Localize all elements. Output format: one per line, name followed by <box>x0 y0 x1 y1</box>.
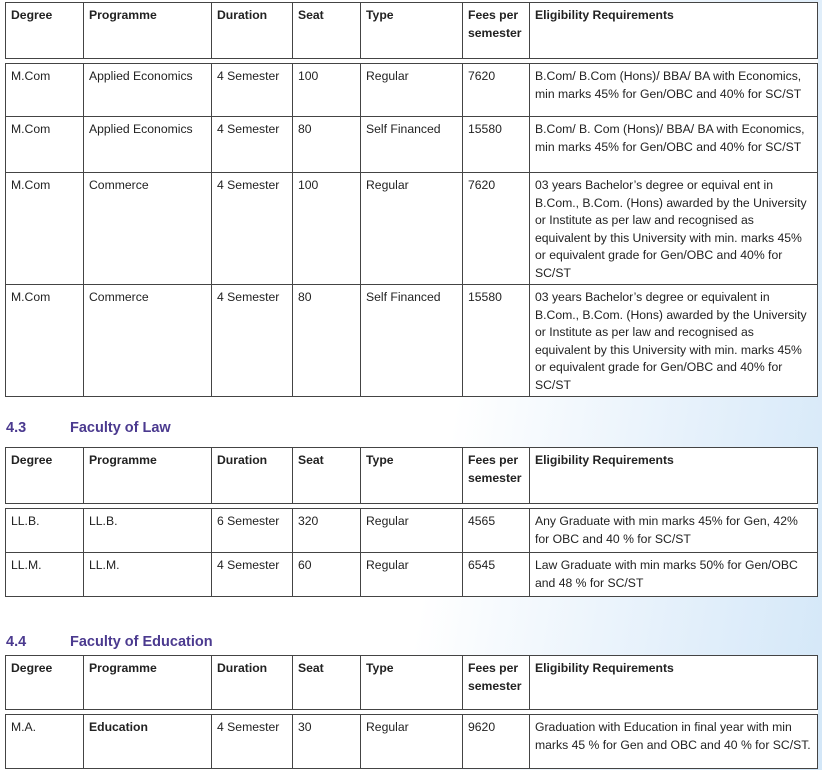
header-seat: Seat <box>293 656 361 710</box>
header-fees: Fees per semester <box>463 656 530 710</box>
cell-fees: 4565 <box>463 509 530 553</box>
cell-eligibility: B.Com/ B.Com (Hons)/ BBA/ BA with Economics, min marks 45% for Gen/OBC and 40% for SC/ST <box>530 64 818 117</box>
header-duration: Duration <box>212 656 293 710</box>
table-row <box>6 553 818 597</box>
header-type: Type <box>361 656 463 710</box>
cell-degree: M.A. <box>6 715 84 769</box>
cell-seat: 100 <box>293 173 361 285</box>
cell-programme: Education <box>84 715 212 769</box>
cell-eligibility: 03 years Bachelor’s degree or equivalent in B.Com., B.Com. (Hons) awarded by the University or Institute as per law and recognised as equivalent by this University with min. marks 45% or equivalent grade for Gen/OBC and 40% for SC/ST <box>530 285 818 397</box>
cell-eligibility: 03 years Bachelor’s degree or equival ent in B.Com., B.Com. (Hons) awarded by the University or Institute as per law and recognised as equivalent by this University with min. marks 45% or equivalent grade for Gen/OBC and 40% for SC/ST <box>530 173 818 285</box>
cell-type: Self Financed <box>361 285 463 397</box>
cell-degree: LL.B. <box>6 509 84 553</box>
cell-duration: 4 Semester <box>212 64 293 117</box>
cell-eligibility: B.Com/ B. Com (Hons)/ BBA/ BA with Economics, min marks 45% for Gen/OBC and 40% for SC/ST <box>530 117 818 173</box>
table-row <box>6 173 818 285</box>
table-row <box>6 715 818 769</box>
cell-seat: 30 <box>293 715 361 769</box>
cell-fees: 7620 <box>463 64 530 117</box>
cell-degree: M.Com <box>6 173 84 285</box>
cell-fees: 9620 <box>463 715 530 769</box>
cell-seat: 80 <box>293 117 361 173</box>
cell-programme: Commerce <box>84 285 212 397</box>
section-title: Faculty of Education <box>70 634 213 650</box>
section-title: Faculty of Law <box>70 420 171 436</box>
cell-degree: M.Com <box>6 285 84 397</box>
header-programme: Programme <box>84 448 212 504</box>
cell-duration: 4 Semester <box>212 173 293 285</box>
table-header-row <box>6 3 818 59</box>
cell-eligibility: Graduation with Education in final year with min marks 45 % for Gen and OBC and 40 % for SC/ST. <box>530 715 818 769</box>
header-programme: Programme <box>84 656 212 710</box>
header-fees: Fees per semester <box>463 448 530 504</box>
cell-type: Regular <box>361 173 463 285</box>
header-fees: Fees per semester <box>463 3 530 59</box>
cell-duration: 4 Semester <box>212 285 293 397</box>
header-degree: Degree <box>6 3 84 59</box>
table-row <box>6 509 818 553</box>
cell-seat: 100 <box>293 64 361 117</box>
table-header-row <box>6 448 818 504</box>
header-programme: Programme <box>84 3 212 59</box>
header-seat: Seat <box>293 448 361 504</box>
header-duration: Duration <box>212 3 293 59</box>
cell-degree: M.Com <box>6 117 84 173</box>
table-row <box>6 117 818 173</box>
commerce-table <box>5 2 818 397</box>
cell-programme: LL.B. <box>84 509 212 553</box>
cell-programme: Applied Economics <box>84 117 212 173</box>
cell-duration: 4 Semester <box>212 715 293 769</box>
header-type: Type <box>361 3 463 59</box>
header-eligibility: Eligibility Requirements <box>530 3 818 59</box>
cell-duration: 6 Semester <box>212 509 293 553</box>
header-eligibility: Eligibility Requirements <box>530 656 818 710</box>
section-heading-education <box>6 634 213 650</box>
cell-eligibility: Law Graduate with min marks 50% for Gen/OBC and 48 % for SC/ST <box>530 553 818 597</box>
cell-seat: 320 <box>293 509 361 553</box>
section-number: 4.4 <box>6 634 27 650</box>
cell-duration: 4 Semester <box>212 117 293 173</box>
cell-duration: 4 Semester <box>212 553 293 597</box>
cell-programme: Applied Economics <box>84 64 212 117</box>
header-degree: Degree <box>6 448 84 504</box>
table-row <box>6 64 818 117</box>
section-heading-law <box>6 420 171 436</box>
table-row <box>6 285 818 397</box>
section-number: 4.3 <box>6 420 27 436</box>
cell-fees: 15580 <box>463 117 530 173</box>
cell-fees: 15580 <box>463 285 530 397</box>
education-table <box>5 655 818 769</box>
cell-fees: 6545 <box>463 553 530 597</box>
cell-programme: Commerce <box>84 173 212 285</box>
header-degree: Degree <box>6 656 84 710</box>
cell-type: Self Financed <box>361 117 463 173</box>
cell-type: Regular <box>361 64 463 117</box>
header-seat: Seat <box>293 3 361 59</box>
law-table <box>5 447 818 597</box>
header-duration: Duration <box>212 448 293 504</box>
cell-programme: LL.M. <box>84 553 212 597</box>
cell-degree: LL.M. <box>6 553 84 597</box>
table-header-row <box>6 656 818 710</box>
cell-type: Regular <box>361 553 463 597</box>
cell-degree: M.Com <box>6 64 84 117</box>
cell-type: Regular <box>361 715 463 769</box>
header-eligibility: Eligibility Requirements <box>530 448 818 504</box>
cell-seat: 60 <box>293 553 361 597</box>
cell-seat: 80 <box>293 285 361 397</box>
cell-eligibility: Any Graduate with min marks 45% for Gen, 42% for OBC and 40 % for SC/ST <box>530 509 818 553</box>
cell-fees: 7620 <box>463 173 530 285</box>
header-type: Type <box>361 448 463 504</box>
cell-type: Regular <box>361 509 463 553</box>
